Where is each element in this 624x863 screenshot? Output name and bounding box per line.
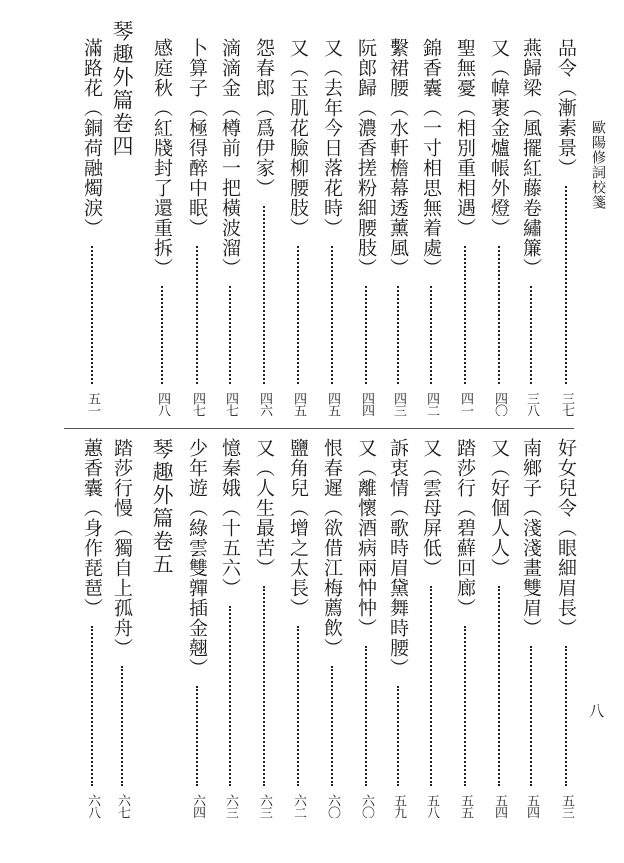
entry-page-number: 四三 [391,392,406,416]
dot-leader [297,626,299,786]
entry-title: 繫裙腰（水軒檐幕透薰風） [387,38,409,278]
entry-page-number: 六二 [291,794,306,818]
entry-title: 怨春郎（爲伊家） [253,38,275,198]
toc-entry [384,438,412,818]
entry-title: 錦香囊（一寸相思無着處） [420,38,442,278]
entry-page-number: 五一 [85,392,100,416]
dot-leader [263,206,265,384]
entry-page-number: 四五 [291,392,306,416]
entry-page-number: 五八 [424,794,439,818]
dot-leader [365,646,367,786]
toc-entry [250,38,278,416]
entry-page-number: 四七 [190,392,205,416]
page-number: 八 [587,703,605,718]
running-head: 歐陽修詞校箋 [590,120,606,210]
dot-leader [365,286,367,384]
dot-leader [397,686,399,786]
entry-page-number: 四七 [223,392,238,416]
entry-title: 滿路花（銅荷融燭淚） [81,38,103,238]
dot-leader [196,686,198,786]
toc-entry [485,438,513,818]
entry-page-number: 六〇 [359,794,374,818]
dot-leader [498,246,500,384]
entry-page-number: 六三 [257,794,272,818]
toc-entry [183,38,211,416]
dot-leader [297,246,299,384]
dot-leader [464,246,466,384]
dot-leader [498,586,500,786]
toc-entry [318,438,346,818]
dot-leader [263,586,265,786]
dot-leader [430,286,432,384]
volume-heading: 琴趣外篇卷四 [110,20,134,158]
toc-entry [417,438,445,818]
entry-page-number: 六四 [190,794,205,818]
toc-entry [552,438,580,818]
entry-title: 感庭秋（紅牋封了還重拆） [151,38,173,278]
toc-entry [485,38,513,416]
entry-title: 鹽角兒（增之太長） [287,438,309,618]
toc-entry [183,438,211,818]
dot-leader [196,246,198,384]
dot-leader [430,586,432,786]
dot-leader [530,646,532,786]
dot-leader [331,666,333,786]
toc-entry [352,438,380,818]
toc-entry [250,438,278,818]
entry-title: 又（玉肌花臉柳腰肢） [287,38,309,238]
entry-page-number: 五四 [524,794,539,818]
toc-entry [284,438,312,818]
entry-page-number: 三七 [559,392,574,416]
toc-entry [216,438,244,818]
entry-page-number: 五五 [458,794,473,818]
toc-entry [78,438,106,818]
toc-entry [284,38,312,416]
entry-title: 恨春遲（欲借江梅薦飲） [321,438,343,658]
dot-leader [331,246,333,384]
entry-page-number: 四〇 [492,392,507,416]
entry-title: 又（幃裹金爐帳外燈） [488,38,510,238]
toc-entry [78,38,106,416]
entry-page-number: 四二 [424,392,439,416]
entry-title: 蕙香囊（身作琵琶） [81,438,103,618]
entry-page-number: 六三 [223,794,238,818]
entry-title: 好女兒令（眼細眉長） [555,438,577,638]
entry-title: 少年遊（綠雲雙嚲插金翹） [186,438,208,678]
entry-title: 又（去年今日落花時） [321,38,343,238]
dot-leader [565,646,567,786]
toc-entry [517,438,545,818]
entry-page-number: 四五 [325,392,340,416]
section-divider [64,428,574,429]
dot-leader [121,666,123,786]
dot-leader [397,286,399,384]
entry-page-number: 六七 [115,794,130,818]
dot-leader [464,626,466,786]
entry-title: 卜算子（極得醉中眠） [186,38,208,238]
entry-title: 滴滴金（樽前一把橫波溜） [219,38,241,278]
dot-leader [229,606,231,786]
toc-entry [517,38,545,416]
dot-leader [91,246,93,384]
dot-leader [530,286,532,384]
dot-leader [91,626,93,786]
entry-title: 阮郎歸（濃香搓粉細腰肢） [355,38,377,278]
entry-title: 又（人生最苦） [253,438,275,578]
entry-title: 聖無憂（相別重相遇） [454,38,476,238]
toc-entry [451,38,479,416]
toc-entry [384,38,412,416]
entry-title: 南鄉子（淺淺畫雙眉） [520,438,542,638]
toc-entry [148,38,176,416]
toc-entry [552,38,580,416]
entry-page-number: 五九 [391,794,406,818]
dot-leader [161,286,163,384]
toc-entry [352,38,380,416]
entry-page-number: 四一 [458,392,473,416]
entry-title: 訴衷情（歌時眉黛舞時腰） [387,438,409,678]
entry-title: 踏莎行（碧蘚回廊） [454,438,476,618]
entry-title: 又（好個人人） [488,438,510,578]
entry-page-number: 三八 [524,392,539,416]
dot-leader [565,186,567,384]
entry-title: 又（雲母屏低） [420,438,442,578]
toc-entry [417,38,445,416]
entry-title: 踏莎行慢（獨自上孤舟） [111,438,133,658]
entry-page-number: 五三 [559,794,574,818]
dot-leader [229,286,231,384]
entry-page-number: 四八 [155,392,170,416]
entry-title: 燕歸梁（風擺紅藤卷繡簾） [520,38,542,278]
entry-title: 又（離懷酒病兩忡忡） [355,438,377,638]
entry-title: 品令（漸素景） [555,38,577,178]
entry-title: 憶秦娥（十五六） [219,438,241,598]
toc-entry [216,38,244,416]
toc-entry [451,438,479,818]
toc-entry [318,38,346,416]
entry-page-number: 四四 [359,392,374,416]
toc-entry [108,438,136,818]
entry-page-number: 六〇 [325,794,340,818]
volume-heading: 琴趣外篇卷五 [150,438,174,576]
entry-page-number: 五四 [492,794,507,818]
entry-page-number: 四六 [257,392,272,416]
entry-page-number: 六八 [85,794,100,818]
